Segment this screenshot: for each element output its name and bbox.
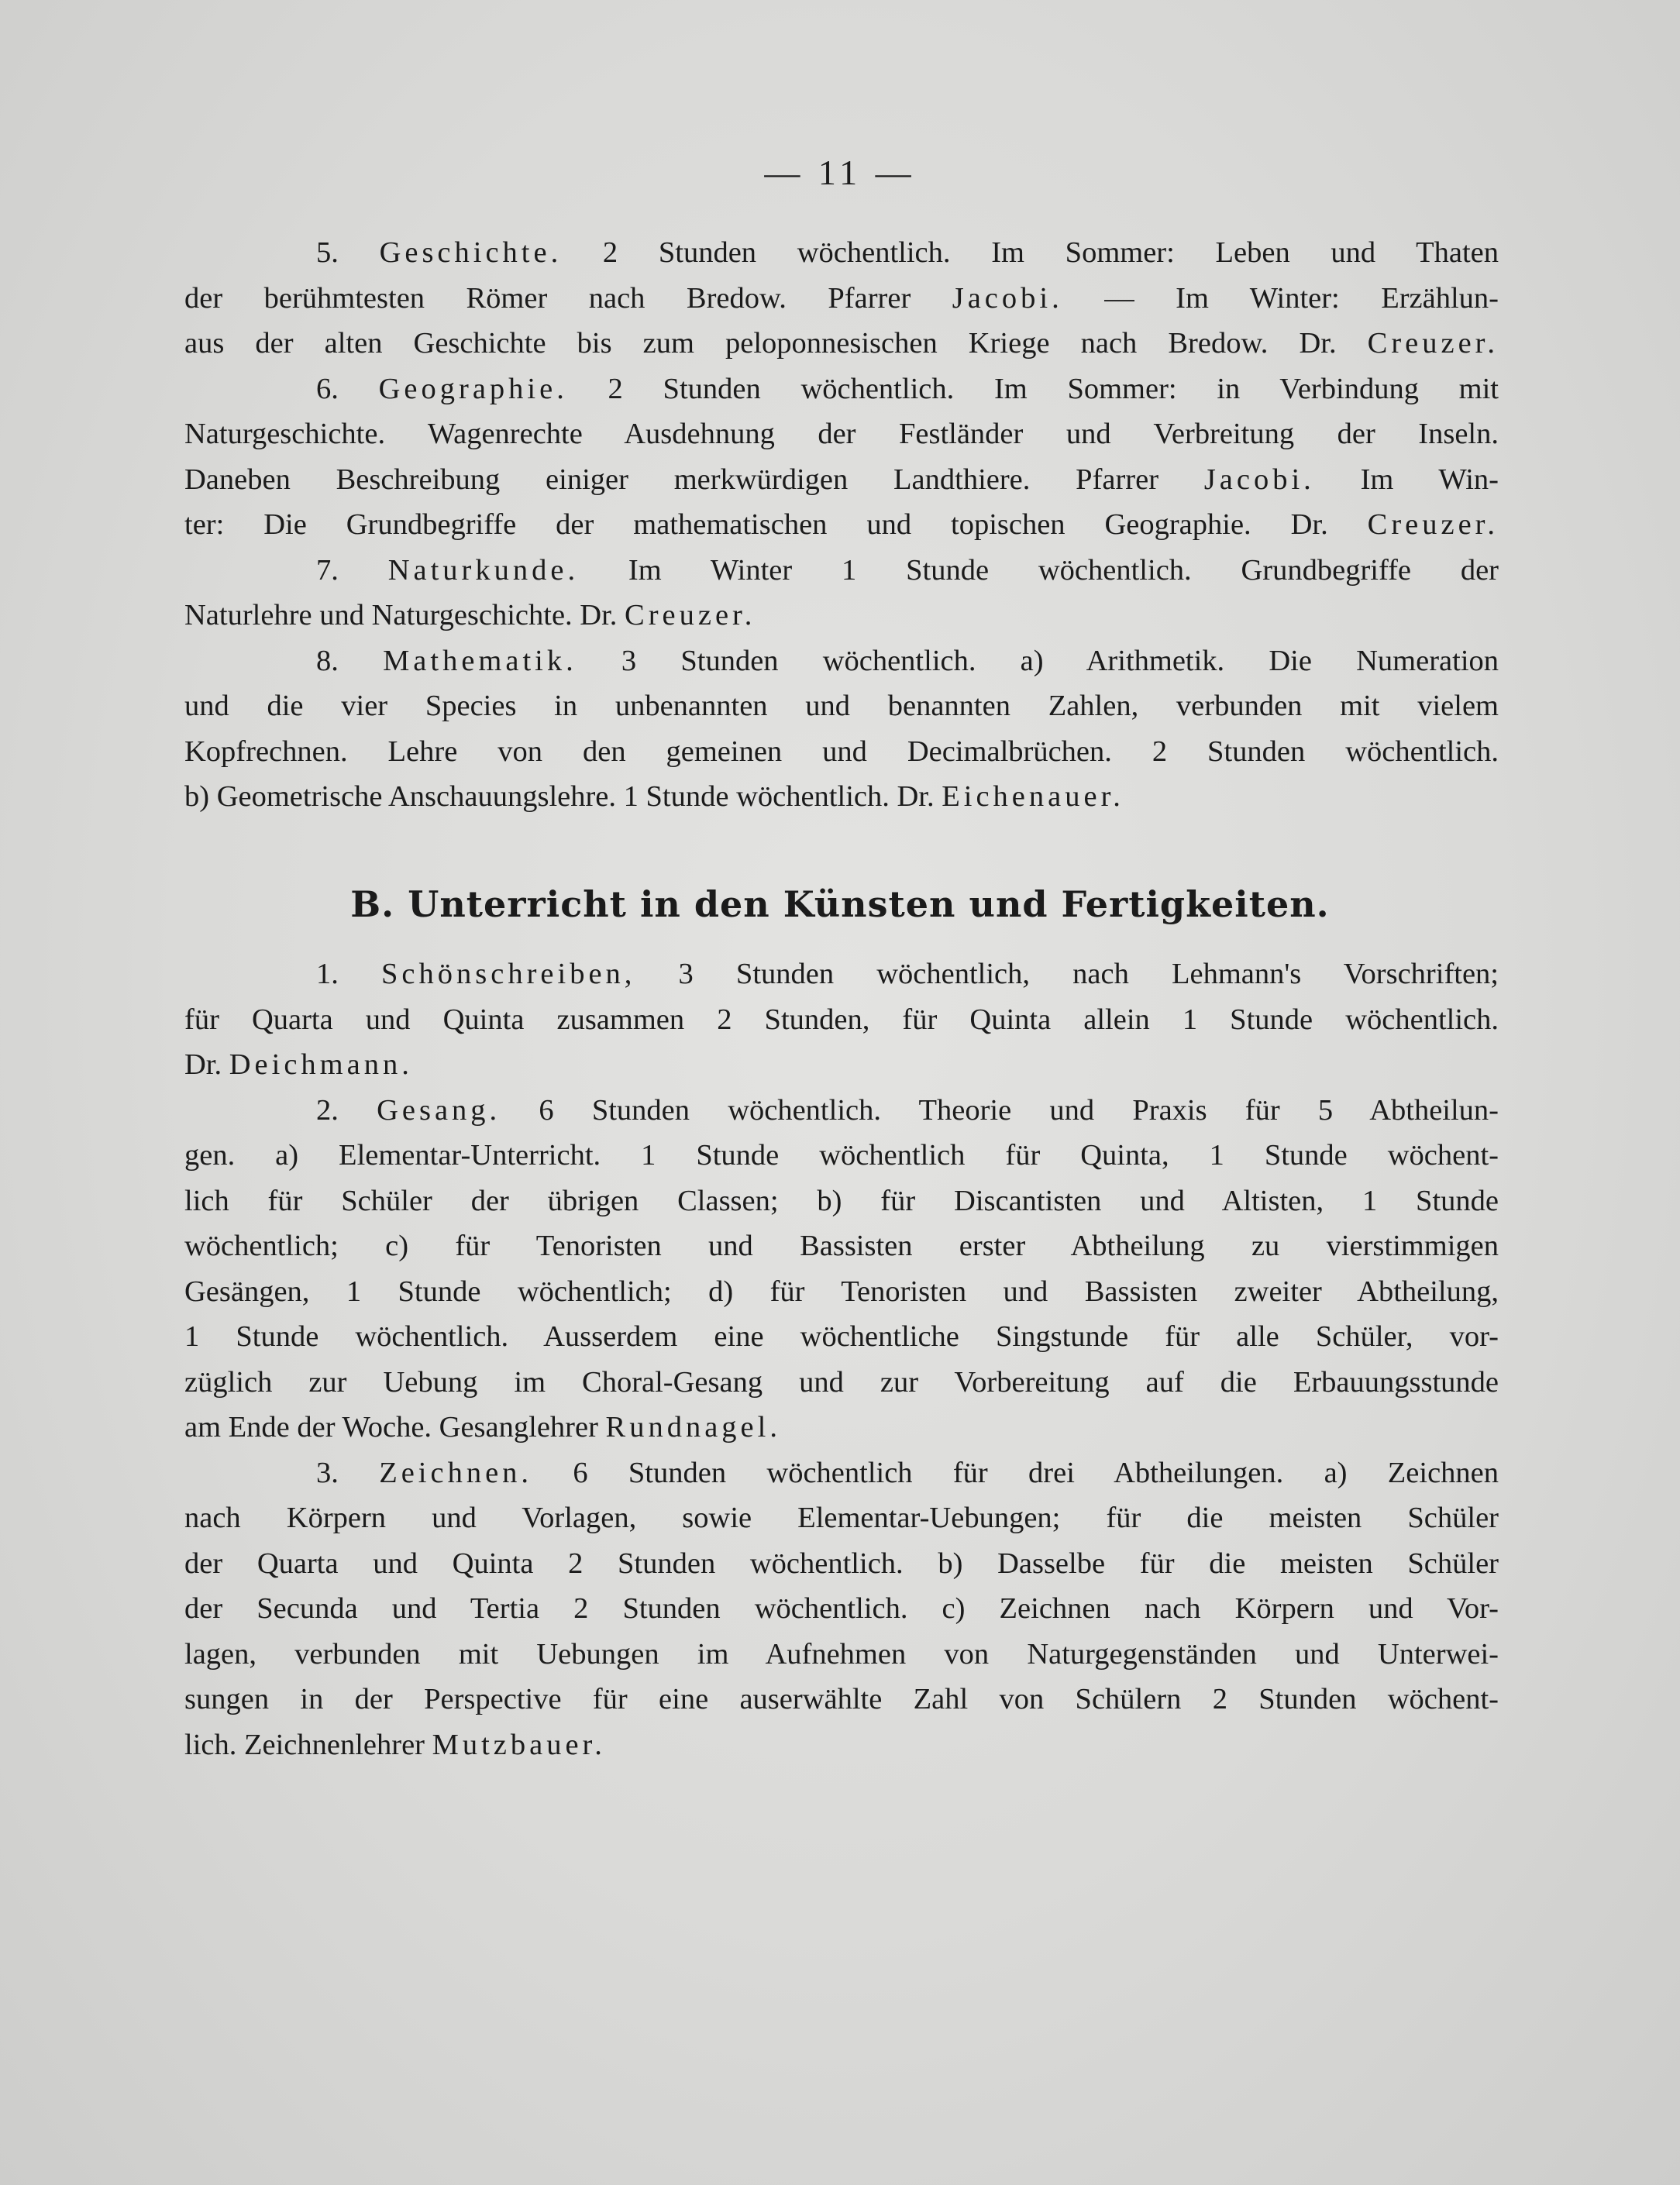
text-line: [184, 638, 1499, 684]
text-line: [184, 1088, 1499, 1134]
spaced-name: Jacobi.: [1203, 463, 1315, 496]
text-run: der Quarta und Quinta 2 Stunden wöchentlich. b) Dasselbe für die meisten Schüler: [184, 1547, 1499, 1580]
spaced-name: Creuzer.: [1367, 508, 1499, 541]
spaced-name: Gesang.: [377, 1093, 501, 1127]
text-run: — Im Winter: Erzählun-: [1062, 281, 1499, 315]
text-run: 1.: [316, 958, 382, 990]
text-line: [184, 683, 1499, 729]
text-line: [184, 457, 1499, 503]
text-line: [184, 1450, 1499, 1496]
text-run: der berühmtesten Römer nach Bredow. Pfarrer: [184, 281, 952, 315]
text-run: 3.: [316, 1456, 380, 1489]
text-line: [184, 1042, 1499, 1088]
text-run: 3 Stunden wöchentlich, nach Lehmann's Vorschriften;: [635, 958, 1499, 990]
text-run: züglich zur Uebung im Choral-Gesang und zur Vorbereitung auf die Erbauungsstunde: [184, 1365, 1499, 1399]
text-run: gen. a) Elementar-Unterricht. 1 Stunde wöchentlich für Quinta, 1 Stunde wöchent-: [184, 1139, 1499, 1172]
spaced-name: Geographie.: [378, 372, 568, 405]
text-run: 1 Stunde wöchentlich. Ausserdem eine wöchentliche Singstunde für alle Schüler, vor-: [184, 1320, 1499, 1353]
text-line: [184, 1586, 1499, 1632]
text-line: [184, 997, 1499, 1043]
text-run: Im Winter 1 Stunde wöchentlich. Grundbegriffe der: [579, 553, 1499, 587]
spaced-name: Geschichte.: [379, 236, 563, 269]
text-run: Gesängen, 1 Stunde wöchentlich; d) für Tenoristen und Bassisten zweiter Abtheilung,: [184, 1275, 1499, 1308]
text-run: der Secunda und Tertia 2 Stunden wöchentlich. c) Zeichnen nach Körpern und Vor-: [184, 1592, 1499, 1625]
text-line: [184, 1495, 1499, 1541]
text-line: [184, 366, 1499, 412]
spaced-name: Zeichnen.: [379, 1456, 533, 1489]
spaced-name: Jacobi.: [952, 281, 1063, 315]
text-run: lich. Zeichnenlehrer: [184, 1728, 432, 1761]
text-line: [184, 1677, 1499, 1722]
text-run: 2 Stunden wöchentlich. Im Sommer: in Verbindung mit: [567, 372, 1499, 405]
text-run: nach Körpern und Vorlagen, sowie Elementar-Uebungen; für die meisten Schüler: [184, 1502, 1499, 1534]
spaced-name: Mathematik.: [383, 644, 577, 677]
text-line: [184, 321, 1499, 366]
section-a-text: [184, 230, 1499, 820]
text-line: [184, 593, 1499, 638]
text-run: 6 Stunden wöchentlich. Theorie und Praxis für 5 Abtheilun-: [501, 1093, 1499, 1127]
text-run: Naturlehre und Naturgeschichte. Dr.: [184, 599, 625, 631]
text-line: [184, 1541, 1499, 1587]
spaced-name: Creuzer.: [1367, 327, 1499, 360]
text-run: sungen in der Perspective für eine auserwählte Zahl von Schülern 2 Stunden wöchent-: [184, 1683, 1499, 1715]
text-run: für Quarta und Quinta zusammen 2 Stunden, für Quinta allein 1 Stunde wöchentlich.: [184, 1003, 1499, 1036]
text-run: 5.: [316, 236, 380, 269]
spaced-name: Creuzer.: [625, 599, 756, 631]
text-line: [184, 411, 1499, 457]
text-line: [184, 1269, 1499, 1315]
text-run: Naturgeschichte. Wagenrechte Ausdehnung der Festländer und Verbreitung der Inseln.: [184, 418, 1499, 450]
text-run: lich für Schüler der übrigen Classen; b) für Discantisten und Altisten, 1 Stunde: [184, 1184, 1499, 1217]
text-run: 7.: [316, 553, 388, 587]
spaced-name: Schönschreiben,: [381, 958, 636, 990]
spaced-name: Rundnagel.: [605, 1411, 781, 1443]
text-run: am Ende der Woche. Gesanglehrer: [184, 1411, 606, 1443]
page-number: — 11 —: [764, 153, 916, 192]
text-line: [184, 502, 1499, 548]
text-run: 3 Stunden wöchentlich. a) Arithmetik. Die Numeration: [577, 644, 1499, 677]
text-line: [184, 548, 1499, 594]
spaced-name: Naturkunde.: [387, 553, 580, 587]
section-b-text: [184, 951, 1499, 1767]
text-line: [184, 1223, 1499, 1269]
text-run: 6 Stunden wöchentlich für drei Abtheilungen. a) Zeichnen: [532, 1456, 1499, 1489]
text-line: [184, 951, 1499, 997]
text-line: [184, 729, 1499, 775]
text-run: aus der alten Geschichte bis zum peloponnesischen Kriege nach Bredow. Dr.: [184, 327, 1368, 360]
spaced-name: Mutzbauer.: [432, 1728, 606, 1761]
section-b-heading: B. Unterricht in den Künsten und Fertigkeiten.: [350, 883, 1330, 925]
text-line: [184, 1722, 1499, 1768]
text-run: 6.: [316, 372, 379, 405]
text-line: [184, 1405, 1499, 1450]
text-line: [184, 1360, 1499, 1406]
text-run: lagen, verbunden mit Uebungen im Aufnehmen von Naturgegenständen und Unterwei-: [184, 1637, 1499, 1671]
text-line: [184, 1314, 1499, 1360]
text-run: 2.: [316, 1093, 377, 1127]
text-run: Dr.: [184, 1048, 229, 1081]
text-run: Im Win-: [1314, 463, 1499, 496]
text-line: [184, 1179, 1499, 1224]
text-line: [184, 230, 1499, 276]
text-run: 8.: [316, 644, 384, 677]
text-run: 2 Stunden wöchentlich. Im Sommer: Leben und Thaten: [562, 236, 1499, 269]
spaced-name: Eichenauer.: [942, 780, 1124, 813]
text-run: b) Geometrische Anschauungslehre. 1 Stunde wöchentlich. Dr.: [184, 780, 942, 813]
text-line: [184, 774, 1499, 820]
text-line: [184, 1632, 1499, 1677]
text-run: Daneben Beschreibung einiger merkwürdigen Landthiere. Pfarrer: [184, 463, 1204, 496]
text-run: wöchentlich; c) für Tenoristen und Bassisten erster Abtheilung zu vierstimmigen: [184, 1230, 1499, 1262]
text-line: [184, 276, 1499, 322]
text-run: Kopfrechnen. Lehre von den gemeinen und Decimalbrüchen. 2 Stunden wöchentlich.: [184, 735, 1499, 768]
text-run: und die vier Species in unbenannten und benannten Zahlen, verbunden mit vielem: [184, 690, 1499, 722]
text-run: ter: Die Grundbegriffe der mathematischen und topischen Geographie. Dr.: [184, 508, 1368, 541]
text-line: [184, 1133, 1499, 1179]
spaced-name: Deichmann.: [229, 1048, 413, 1081]
